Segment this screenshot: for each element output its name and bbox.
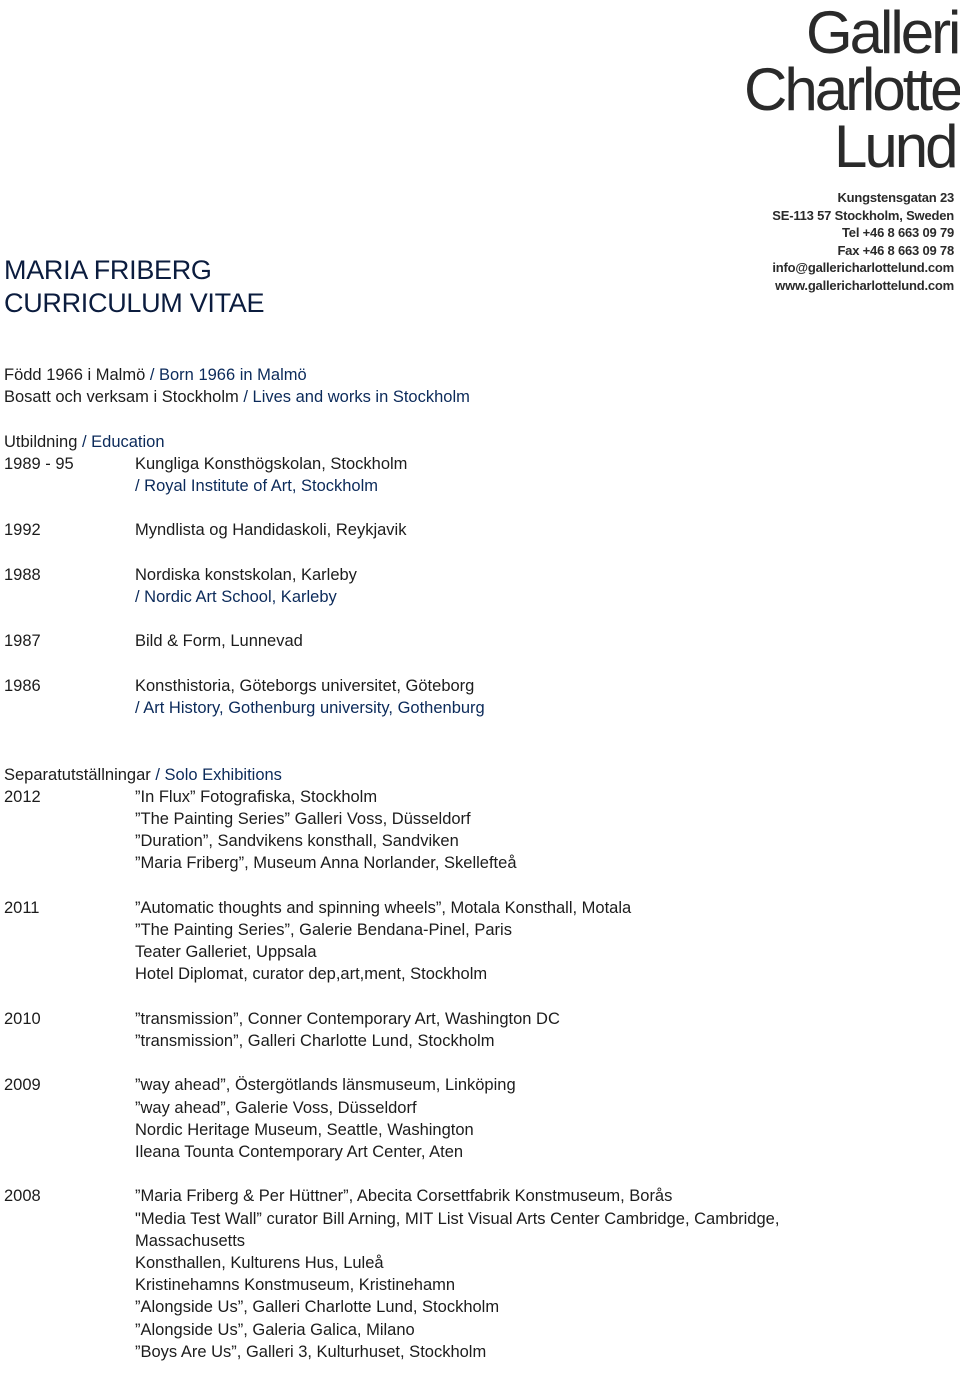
- education-item: [4, 453, 954, 497]
- solo-exhibitions-heading: [4, 764, 954, 786]
- exhibition-entry: Teater Galleriet, Uppsala: [135, 943, 317, 962]
- exhibition-entry: ”Maria Friberg”, Museum Anna Norlander, Skellefteå: [135, 854, 517, 873]
- education-school-en: / Art History, Gothenburg university, Gothenburg: [135, 698, 485, 717]
- education-year: 1986: [4, 676, 41, 695]
- gallery-address-city: SE-113 57 Stockholm, Sweden: [772, 207, 954, 223]
- exhibition-entry: Kristinehamns Konstmuseum, Kristinehamn: [135, 1276, 456, 1295]
- exhibition-entry: ”The Painting Series” Galleri Voss, Düsseldorf: [135, 809, 471, 828]
- exhibition-year-group: [4, 1008, 954, 1052]
- exhibition-entry: ”Duration”, Sandvikens konsthall, Sandviken: [135, 832, 459, 851]
- solo-heading-en: / Solo Exhibitions: [150, 765, 282, 784]
- exhibition-year: 2012: [4, 787, 41, 806]
- exhibition-entry: Ileana Tounta Contemporary Art Center, Aten: [135, 1142, 464, 1161]
- solo-heading-sv: Separatutställningar: [4, 765, 151, 784]
- gallery-phone: Tel +46 8 663 09 79: [842, 225, 954, 240]
- exhibition-entry: ”transmission”, Conner Contemporary Art, Washington DC: [135, 1009, 560, 1028]
- exhibition-entry: Nordic Heritage Museum, Seattle, Washington: [135, 1120, 474, 1139]
- gallery-logo: [744, 0, 960, 294]
- document-title: [4, 254, 264, 320]
- residence-line: [4, 386, 954, 408]
- exhibition-entry: ”The Painting Series”, Galerie Bendana-Pinel, Paris: [135, 920, 512, 939]
- gallery-website: www.gallericharlottelund.com: [775, 277, 954, 293]
- exhibition-entry: "Media Test Wall” curator Bill Arning, MIT List Visual Arts Center Cambridge, Cambridge, Massachusetts: [135, 1209, 780, 1250]
- education-school-en: / Nordic Art School, Karleby: [135, 587, 337, 606]
- gallery-email: info@gallericharlottelund.com: [772, 260, 954, 275]
- education-school: Konsthistoria, Göteborgs universitet, Göteborg: [135, 676, 475, 695]
- education-item: [4, 630, 954, 652]
- exhibition-entry: ”transmission”, Galleri Charlotte Lund, Stockholm: [135, 1031, 495, 1050]
- education-heading: [4, 431, 954, 453]
- education-heading-en: / Education: [77, 432, 165, 451]
- exhibition-year-group: [4, 786, 954, 875]
- education-school-en: / Royal Institute of Art, Stockholm: [135, 477, 379, 495]
- artist-name: MARIA FRIBERG: [4, 255, 212, 285]
- education-year: 1988: [4, 565, 41, 584]
- exhibition-year-group: [4, 1074, 954, 1163]
- exhibition-entry: ”Maria Friberg & Per Hüttner”, Abecita Corsettfabrik Konstmuseum, Borås: [135, 1187, 673, 1206]
- cv-content: [4, 364, 954, 1363]
- exhibition-year: 2010: [4, 1009, 41, 1028]
- exhibition-entry: ”way ahead”, Galerie Voss, Düsseldorf: [135, 1098, 417, 1117]
- exhibition-year: 2011: [4, 898, 40, 917]
- exhibition-year: 2009: [4, 1076, 41, 1095]
- exhibition-entry: Konsthallen, Kulturens Hus, Luleå: [135, 1253, 384, 1272]
- birth-line: [4, 364, 954, 386]
- education-school: Nordiska konstskolan, Karleby: [135, 565, 357, 584]
- logo-word-charlotte: Charlotte: [744, 56, 960, 123]
- residence-en: / Lives and works in Stockholm: [238, 388, 470, 407]
- birth-sv: Född 1966 i Malmö: [4, 366, 146, 384]
- education-school: Myndlista og Handidaskoli, Reykjavik: [135, 521, 407, 540]
- education-school: Bild & Form, Lunnevad: [135, 632, 303, 651]
- residence-sv: Bosatt och verksam i Stockholm: [4, 388, 239, 407]
- education-item: [4, 675, 954, 719]
- exhibition-year-group: [4, 1185, 954, 1363]
- education-item: [4, 564, 954, 608]
- exhibition-entry: ”Alongside Us”, Galleri Charlotte Lund, Stockholm: [135, 1298, 500, 1317]
- exhibition-entry: ”Boys Are Us”, Galleri 3, Kulturhuset, Stockholm: [135, 1342, 487, 1361]
- education-year: 1989 - 95: [4, 454, 74, 473]
- exhibition-year: 2008: [4, 1187, 41, 1206]
- logo-word-lund: Lund: [834, 113, 956, 180]
- exhibition-entry: ”In Flux” Fotografiska, Stockholm: [135, 787, 378, 806]
- document-subtitle: CURRICULUM VITAE: [4, 288, 265, 318]
- education-heading-sv: Utbildning: [4, 432, 78, 451]
- logo-word-galleri: Galleri: [806, 0, 959, 66]
- birth-en: / Born 1966 in Malmö: [145, 366, 307, 384]
- exhibition-entry: Hotel Diplomat, curator dep,art,ment, Stockholm: [135, 965, 488, 984]
- exhibition-year-group: [4, 897, 954, 986]
- education-year: 1992: [4, 521, 41, 540]
- exhibition-entry: ”way ahead”, Östergötlands länsmuseum, Linköping: [135, 1076, 516, 1095]
- gallery-address-street: Kungstensgatan 23: [837, 190, 954, 205]
- gallery-fax: Fax +46 8 663 09 78: [837, 242, 954, 258]
- exhibition-entry: ”Alongside Us”, Galeria Galica, Milano: [135, 1320, 415, 1339]
- education-year: 1987: [4, 632, 41, 651]
- gallery-contact-block: [744, 189, 954, 294]
- education-school: Kungliga Konsthögskolan, Stockholm: [135, 454, 408, 473]
- exhibition-entry: ”Automatic thoughts and spinning wheels”, Motala Konsthall, Motala: [135, 898, 632, 917]
- education-item: [4, 519, 954, 541]
